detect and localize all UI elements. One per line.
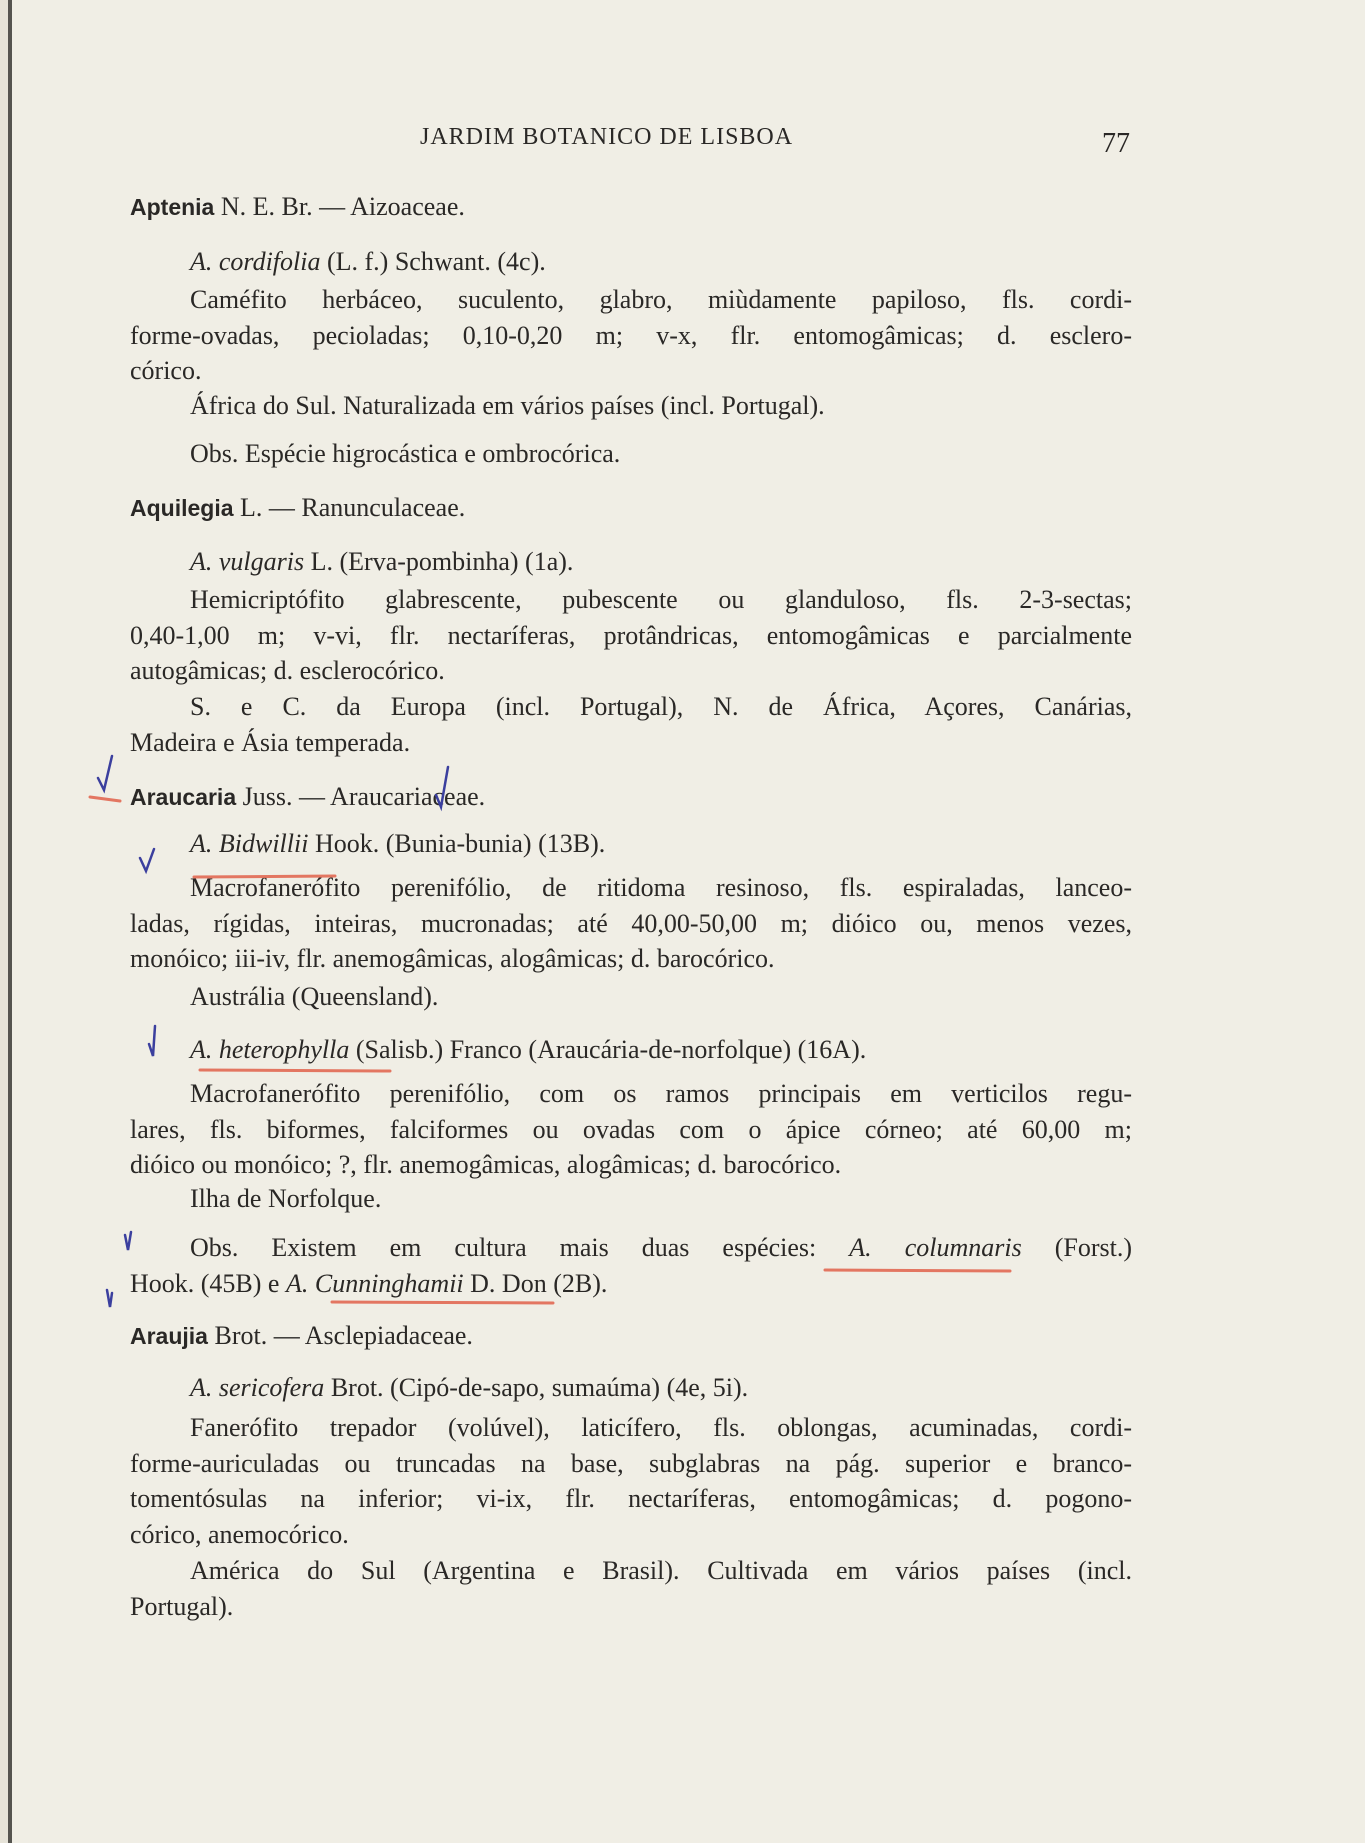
paragraph (130, 1230, 1132, 1301)
species-name: A. Bidwillii (190, 829, 309, 858)
text-line (130, 618, 1132, 654)
page-edge (8, 0, 12, 1843)
text-run: S. e C. da Europa (incl. Portugal), N. de África, Açores, Canárias, (190, 692, 1132, 721)
text-line (130, 244, 1132, 280)
text-run: Austrália (Queensland). (190, 982, 439, 1011)
text-run: 0,40-1,00 m; v-vi, flr. nectaríferas, protândricas, entomogâmicas e parcialmente (130, 620, 1132, 650)
species-name: A. cordifolia (190, 247, 321, 276)
strike-mark (90, 797, 120, 801)
text-line (130, 979, 1132, 1015)
paragraph (130, 436, 1132, 472)
text-run: D. Don (2B). (463, 1268, 608, 1298)
genus-name: Aptenia (130, 194, 215, 220)
text-line (130, 1481, 1132, 1517)
text-run: N. E. Br. — Aizoaceae. (214, 192, 465, 221)
text-run: Obs. Existem em cultura mais duas espécies: (190, 1233, 850, 1262)
text-run: Ilha de Norfolque. (190, 1184, 382, 1213)
genus-name: Araucaria (130, 784, 237, 810)
species-name: A. sericofera (190, 1373, 325, 1402)
paragraph (130, 1076, 1132, 1183)
text-run: Brot. — Asclepiadaceae. (207, 1321, 473, 1350)
underline-heterophylla (200, 1070, 390, 1071)
page-number: 77 (1102, 128, 1130, 159)
species-heading (130, 244, 1132, 280)
text-line (130, 388, 1132, 424)
text-run: L. — Ranunculaceae. (233, 493, 466, 522)
text-run: Hook. (45B) e (130, 1268, 286, 1298)
text-run: Portugal). (130, 1591, 234, 1621)
text-line (130, 941, 1132, 977)
text-line (130, 1410, 1132, 1446)
text-run: (Salisb.) Franco (Araucária-de-norfolque) (16A). (349, 1035, 867, 1064)
text-line (130, 1266, 1132, 1302)
genus-heading (130, 189, 1132, 225)
text-run: Obs. Espécie higrocástica e ombrocórica. (190, 439, 621, 468)
text-line (130, 826, 1132, 862)
paragraph (130, 1553, 1132, 1624)
text-run: Macrofanerófito perenifólio, de ritidoma resinoso, fls. espiraladas, lanceo- (190, 873, 1132, 902)
text-run: Brot. (Cipó-de-sapo, sumaúma) (4e, 5i). (324, 1373, 749, 1402)
text-run: monóico; iii-iv, flr. anemogâmicas, alogâmicas; d. barocórico. (130, 944, 775, 973)
text-run: tomentósulas na inferior; vi-ix, flr. nectaríferas, entomogâmicas; d. pogono- (130, 1484, 1132, 1513)
text-line (130, 1553, 1132, 1589)
species-name: A. columnaris (849, 1233, 1022, 1262)
species-name: A. vulgaris (190, 547, 305, 576)
text-line (130, 870, 1132, 906)
text-run: córico, anemocórico. (130, 1519, 349, 1549)
text-line (130, 1370, 1132, 1406)
text-line (130, 1076, 1132, 1112)
text-line (130, 1112, 1132, 1148)
text-run: Caméfito herbáceo, suculento, glabro, miùdamente papiloso, fls. cordi- (190, 285, 1132, 314)
text-line (130, 1181, 1132, 1217)
text-run: Juss. — Araucariaceae. (236, 782, 486, 811)
paragraph (130, 689, 1132, 760)
text-line (130, 1318, 1132, 1354)
text-line (130, 653, 1132, 689)
text-run: córico. (130, 356, 202, 385)
paragraph (130, 388, 1132, 424)
text-line (130, 189, 1132, 225)
text-run: L. (Erva-pombinha) (1a). (304, 547, 574, 576)
text-line (130, 689, 1132, 725)
text-line (130, 1589, 1132, 1625)
text-run: forme-ovadas, pecioladas; 0,10-0,20 m; v-x, flr. entomogâmicas; d. esclero- (130, 320, 1132, 350)
text-line (130, 725, 1132, 761)
paragraph (130, 979, 1132, 1015)
text-line (130, 1230, 1132, 1266)
paragraph (130, 1410, 1132, 1552)
text-line (130, 282, 1132, 318)
genus-heading (130, 1318, 1132, 1354)
text-run: América do Sul (Argentina e Brasil). Cultivada em vários países (incl. (190, 1556, 1132, 1585)
genus-heading (130, 779, 1132, 815)
species-heading (130, 1032, 1132, 1068)
text-run: dióico ou monóico; ?, flr. anemogâmicas, alogâmicas; d. barocórico. (130, 1150, 842, 1179)
text-run: Macrofanerófito perenifólio, com os ramos principais em verticilos regu- (190, 1079, 1132, 1108)
text-run: ladas, rígidas, inteiras, mucronadas; até 40,00-50,00 m; dióico ou, menos vezes, (130, 908, 1132, 938)
text-line (130, 1147, 1132, 1183)
check-mark-icon (98, 756, 112, 790)
text-line (130, 436, 1132, 472)
species-heading (130, 826, 1132, 862)
species-heading (130, 544, 1132, 580)
text-run: forme-auriculadas ou truncadas na base, subglabras na pág. superior e branco- (130, 1448, 1132, 1478)
underline-cunninghamii (332, 1302, 553, 1303)
text-run: (Forst.) (1021, 1233, 1132, 1262)
paragraph (130, 1181, 1132, 1217)
text-line (130, 1517, 1132, 1553)
running-header: JARDIM BOTANICO DE LISBOA (420, 124, 794, 150)
paragraph (130, 582, 1132, 689)
paragraph (130, 282, 1132, 389)
species-name: A. Cunninghamii (285, 1268, 464, 1298)
text-line (130, 779, 1132, 815)
check-mark-icon (107, 1290, 112, 1307)
genus-name: Aquilegia (130, 495, 234, 521)
text-line (130, 490, 1132, 526)
text-line (130, 318, 1132, 354)
species-name: A. heterophylla (190, 1035, 350, 1064)
genus-name: Araujia (130, 1323, 208, 1349)
text-run: Madeira e Ásia temperada. (130, 727, 411, 757)
text-run: (L. f.) Schwant. (4c). (320, 247, 546, 276)
species-heading (130, 1370, 1132, 1406)
text-run: Fanerófito trepador (volúvel), laticífero, fls. oblongas, acuminadas, cordi- (190, 1413, 1132, 1442)
text-run: autogâmicas; d. esclerocórico. (130, 656, 445, 685)
text-run: África do Sul. Naturalizada em vários países (incl. Portugal). (190, 391, 825, 420)
text-line (130, 1032, 1132, 1068)
text-line (130, 353, 1132, 389)
text-run: Hook. (Bunia-bunia) (13B). (308, 829, 606, 858)
paragraph (130, 870, 1132, 977)
text-line (130, 544, 1132, 580)
text-line (130, 582, 1132, 618)
text-run: Hemicriptófito glabrescente, pubescente ou glanduloso, fls. 2-3-sectas; (190, 585, 1132, 614)
text-run: lares, fls. biformes, falciformes ou ovadas com o ápice córneo; até 60,00 m; (130, 1114, 1132, 1144)
genus-heading (130, 490, 1132, 526)
text-line (130, 1446, 1132, 1482)
page-gutter (0, 0, 8, 1843)
text-line (130, 906, 1132, 942)
